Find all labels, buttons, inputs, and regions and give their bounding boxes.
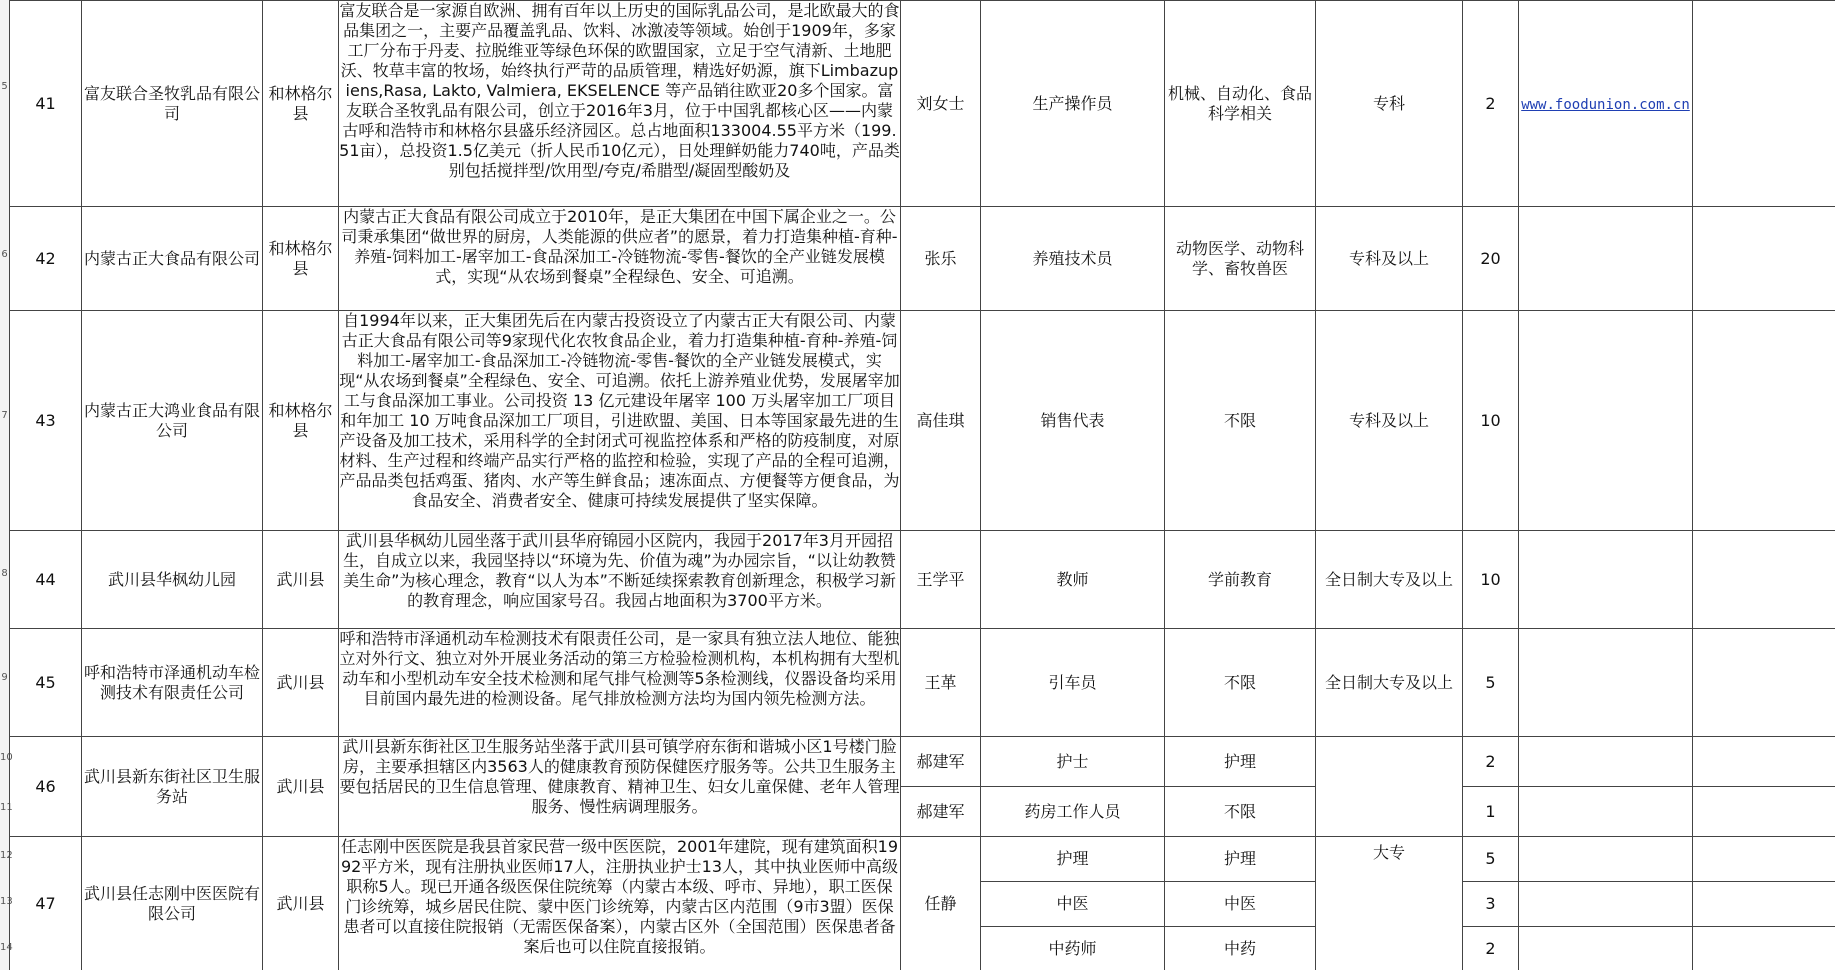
description-text: 武川县华枫幼儿园坐落于武川县华府锦园小区院内，我园于2017年3月开园招生，自成立以来，我园坚持以“环境为先、价值为魂”为办园宗旨，“以让幼教赞美生命”为核心理念，教育“以人为本”不断延续探索教育创新理念，积极学习新的教育理念，响应国家号召。我园占地面积为3700平方米。 <box>343 531 896 610</box>
cell-empty[interactable] <box>1693 882 1835 927</box>
cell-education[interactable]: 专科 <box>1316 1 1463 207</box>
table-row <box>10 1 1835 207</box>
table-row <box>10 531 1835 629</box>
row-header-label[interactable]: 8 <box>1 568 8 579</box>
cell-description[interactable] <box>339 531 901 629</box>
cell-website[interactable] <box>1519 531 1693 629</box>
cell-website[interactable] <box>1519 311 1693 531</box>
cell-count[interactable]: 20 <box>1463 207 1519 311</box>
cell-count[interactable]: 5 <box>1463 837 1519 882</box>
cell-description[interactable] <box>339 207 901 311</box>
cell-contact[interactable]: 刘女士 <box>901 1 981 207</box>
row-header-label[interactable]: 5 <box>1 81 8 92</box>
cell-major[interactable]: 机械、自动化、食品科学相关 <box>1165 1 1316 207</box>
table-row <box>10 737 1835 787</box>
cell-major[interactable]: 中药 <box>1165 927 1316 972</box>
cell-description[interactable] <box>339 737 901 837</box>
description-text: 内蒙古正大食品有限公司成立于2010年，是正大集团在中国下属企业之一。公司秉承集团“做世界的厨房，人类能源的供应者”的愿景，着力打造集种植-育种-养殖-饲料加工-屠宰加工-食品深加工-冷链物流-零售-餐饮的全产业链发展模式，实现“从农场到餐桌”全程绿色、安全、可追溯。 <box>341 207 898 286</box>
cell-count[interactable]: 3 <box>1463 882 1519 927</box>
cell-count[interactable]: 5 <box>1463 629 1519 737</box>
row-header-label[interactable]: 13 <box>0 896 13 907</box>
cell-no[interactable]: 44 <box>10 531 82 629</box>
cell-county[interactable]: 武川县 <box>263 629 339 737</box>
cell-education[interactable] <box>1316 737 1463 837</box>
cell-major[interactable]: 不限 <box>1165 311 1316 531</box>
cell-major[interactable]: 不限 <box>1165 629 1316 737</box>
cell-website[interactable] <box>1519 787 1693 837</box>
cell-empty[interactable] <box>1693 1 1835 207</box>
description-text: 任志刚中医医院是我县首家民营一级中医医院，2001年建院，现有建筑面积1992平方米，现有注册执业医师17人，注册执业护士13人，其中执业医师中高级职称5人。现已开通各级医保住院统筹（内蒙古本级、呼市、异地），职工医保门诊统筹，城乡居民住院、蒙中医门诊统筹，内蒙古区内范围（9市3盟）医保患者可以直接住院报销（无需医保备案），内蒙古区外（全国范围）医保患者备案后也可以住院直接报销。 <box>340 837 899 956</box>
cell-empty[interactable] <box>1693 207 1835 311</box>
cell-company[interactable]: 内蒙古正大食品有限公司 <box>82 207 263 311</box>
cell-empty[interactable] <box>1693 787 1835 837</box>
cell-position[interactable]: 销售代表 <box>981 311 1165 531</box>
cell-empty[interactable] <box>1693 311 1835 531</box>
cell-county[interactable]: 和林格尔县 <box>263 207 339 311</box>
sheet-bottom-edge <box>0 970 1835 977</box>
row-header-label[interactable]: 12 <box>0 850 13 861</box>
table-row <box>10 207 1835 311</box>
cell-contact[interactable]: 郝建军 <box>901 737 981 787</box>
cell-website[interactable] <box>1519 1 1693 207</box>
cell-company[interactable]: 武川县华枫幼儿园 <box>82 531 263 629</box>
cell-major[interactable]: 动物医学、动物科学、畜牧兽医 <box>1165 207 1316 311</box>
cell-empty[interactable] <box>1693 531 1835 629</box>
cell-contact[interactable]: 张乐 <box>901 207 981 311</box>
cell-position[interactable]: 护理 <box>981 837 1165 882</box>
cell-company[interactable]: 富友联合圣牧乳品有限公司 <box>82 1 263 207</box>
cell-county[interactable]: 和林格尔县 <box>263 1 339 207</box>
cell-position[interactable]: 引车员 <box>981 629 1165 737</box>
cell-major[interactable]: 中医 <box>1165 882 1316 927</box>
cell-education[interactable]: 全日制大专及以上 <box>1316 531 1463 629</box>
cell-contact[interactable]: 郝建军 <box>901 787 981 837</box>
cell-contact[interactable]: 高佳琪 <box>901 311 981 531</box>
cell-empty[interactable] <box>1693 837 1835 882</box>
cell-count[interactable]: 10 <box>1463 311 1519 531</box>
cell-description[interactable] <box>339 311 901 531</box>
cell-major[interactable]: 不限 <box>1165 787 1316 837</box>
cell-no[interactable]: 43 <box>10 311 82 531</box>
cell-website[interactable] <box>1519 927 1693 972</box>
cell-website[interactable] <box>1519 837 1693 882</box>
cell-education[interactable]: 专科及以上 <box>1316 311 1463 531</box>
cell-contact[interactable]: 王学平 <box>901 531 981 629</box>
cell-count[interactable]: 2 <box>1463 1 1519 207</box>
table-row <box>10 629 1835 737</box>
cell-count[interactable]: 10 <box>1463 531 1519 629</box>
cell-company[interactable]: 内蒙古正大鸿业食品有限公司 <box>82 311 263 531</box>
cell-empty[interactable] <box>1693 927 1835 972</box>
cell-no[interactable]: 42 <box>10 207 82 311</box>
row-header-label[interactable]: 11 <box>0 802 13 813</box>
cell-empty[interactable] <box>1693 629 1835 737</box>
cell-position[interactable]: 生产操作员 <box>981 1 1165 207</box>
cell-website[interactable] <box>1519 882 1693 927</box>
cell-position[interactable]: 护士 <box>981 737 1165 787</box>
cell-count[interactable]: 1 <box>1463 787 1519 837</box>
cell-website[interactable] <box>1519 737 1693 787</box>
cell-county[interactable]: 武川县 <box>263 837 339 972</box>
cell-position[interactable]: 养殖技术员 <box>981 207 1165 311</box>
cell-major[interactable]: 护理 <box>1165 837 1316 882</box>
description-text: 武川县新东街社区卫生服务站坐落于武川县可镇学府东街和谐城小区1号楼门脸房，主要承担辖区内3563人的健康教育预防保健医疗服务等。公共卫生服务主要包括居民的卫生信息管理、健康教育、精神卫生、妇女儿童保健、老年人管理服务、慢性病调理服务。 <box>339 737 900 816</box>
cell-education[interactable]: 专科及以上 <box>1316 207 1463 311</box>
table-row <box>10 311 1835 531</box>
website-link[interactable]: www.foodunion.com.cn <box>1521 96 1690 113</box>
row-header-label[interactable]: 10 <box>0 752 13 763</box>
cell-count[interactable]: 2 <box>1463 927 1519 972</box>
cell-description[interactable] <box>339 629 901 737</box>
row-header-label[interactable]: 7 <box>1 410 8 421</box>
cell-company[interactable]: 武川县新东街社区卫生服务站 <box>82 737 263 837</box>
cell-position[interactable]: 教师 <box>981 531 1165 629</box>
cell-website[interactable] <box>1519 629 1693 737</box>
spreadsheet-grid <box>9 0 1835 972</box>
cell-position[interactable]: 中药师 <box>981 927 1165 972</box>
cell-education[interactable]: 全日制大专及以上 <box>1316 629 1463 737</box>
cell-no[interactable]: 47 <box>10 837 82 972</box>
cell-county[interactable]: 武川县 <box>263 737 339 837</box>
cell-major[interactable]: 学前教育 <box>1165 531 1316 629</box>
cell-company[interactable]: 武川县任志刚中医医院有限公司 <box>82 837 263 972</box>
cell-contact[interactable]: 任静 <box>901 837 981 972</box>
description-text: 富友联合是一家源自欧洲、拥有百年以上历史的国际乳品公司，是北欧最大的食品集团之一，主要产品覆盖乳品、饮料、冰激凌等领域。始创于1909年，多家工厂分布于丹麦、拉脱维亚等绿色环保的欧盟国家，立足于空气清新、土地肥沃、牧草丰富的牧场，始终执行严苛的品质管理，精选好奶源，旗下Limbazupiens,Rasa, Lakto, Valmiera, EKSELENCE 等产品销往欧亚20多个国家。富友联合圣牧乳品有限公司，创立于2016年3月，位于中国乳都核心区——内蒙古呼和浩特市和林格尔县盛乐经济园区。总占地面积133004.55平方米（199.51亩），总投资1.5亿美元（折人民币10亿元），日处理鲜奶能力740吨，产品类别包括搅拌型/饮用型/夸克/希腊型/凝固型酸奶及 <box>339 1 900 180</box>
row-header-label[interactable]: 6 <box>1 249 8 260</box>
cell-major[interactable]: 护理 <box>1165 737 1316 787</box>
cell-count[interactable]: 2 <box>1463 737 1519 787</box>
row-header-label[interactable]: 9 <box>1 672 8 683</box>
cell-no[interactable]: 46 <box>10 737 82 837</box>
description-text: 呼和浩特市泽通机动车检测技术有限责任公司，是一家具有独立法人地位、能独立对外行文、独立对外开展业务活动的第三方检验检测机构，本机构拥有大型机动车和小型机动车安全技术检测和尾气排气检测等5条检测线，仪器设备均采用目前国内最先进的检测设备。尾气排放检测方法均为国内领先检测方法。 <box>339 629 900 708</box>
row-header-label[interactable]: 14 <box>0 942 13 953</box>
cell-county[interactable]: 和林格尔县 <box>263 311 339 531</box>
cell-empty[interactable] <box>1693 737 1835 787</box>
cell-website[interactable] <box>1519 207 1693 311</box>
cell-description[interactable] <box>339 837 901 972</box>
cell-education[interactable]: 大专 <box>1316 837 1463 972</box>
cell-contact[interactable]: 王革 <box>901 629 981 737</box>
cell-no[interactable]: 41 <box>10 1 82 207</box>
cell-county[interactable]: 武川县 <box>263 531 339 629</box>
description-text: 自1994年以来，正大集团先后在内蒙古投资设立了内蒙古正大有限公司、内蒙古正大食品有限公司等9家现代化农牧食品企业，着力打造集种植-育种-养殖-饲料加工-屠宰加工-食品深加工-冷链物流-零售-餐饮的全产业链发展模式，实现“从农场到餐桌”全程绿色、安全、可追溯。依托上游养殖业优势，发展屠宰加工与食品深加工事业。公司投资 13 亿元建设年屠宰 100 万头屠宰加工厂项目和年加工 10 万吨食品深加工厂项目，引进欧盟、美国、日本等国家最先进的生产设备及加工技术，采用科学的全封闭式可视监控体系和严格的防疫制度，对原材料、生产过程和终端产品实行严格的监控和检验，实现了产品的全程可追溯，产品品类包括鸡蛋、猪肉、水产等生鲜食品；速冻面点、方便餐等方便食品，为食品安全、消费者安全、健康可持续发展提供了坚实保障。 <box>339 311 900 510</box>
cell-description[interactable] <box>339 1 901 207</box>
cell-company[interactable]: 呼和浩特市泽通机动车检测技术有限责任公司 <box>82 629 263 737</box>
cell-no[interactable]: 45 <box>10 629 82 737</box>
cell-position[interactable]: 中医 <box>981 882 1165 927</box>
cell-position[interactable]: 药房工作人员 <box>981 787 1165 837</box>
table-row <box>10 837 1835 882</box>
